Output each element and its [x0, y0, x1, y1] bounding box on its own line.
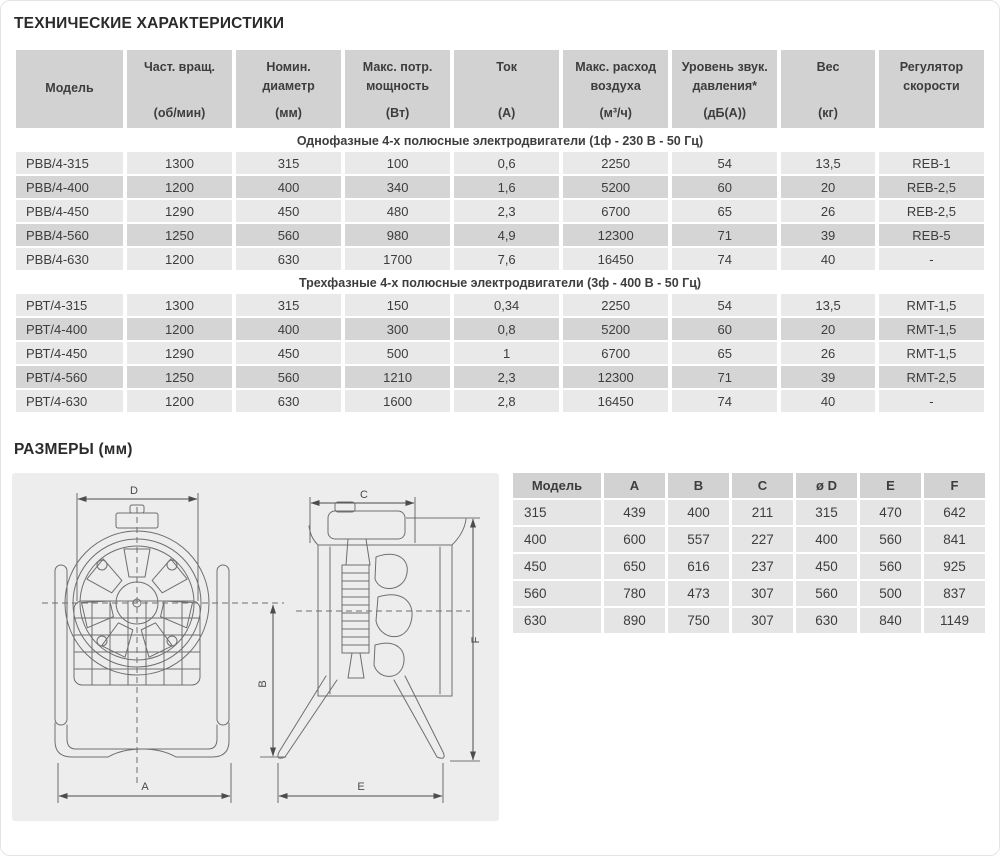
header-title: Номин. диаметр — [262, 60, 315, 93]
fan-technical-drawing — [12, 473, 499, 821]
header-title: Част. вращ. — [144, 60, 215, 74]
value-cell: 1300 — [127, 294, 232, 316]
value-cell: 630 — [236, 390, 341, 412]
table-row — [513, 527, 985, 552]
header-text — [781, 50, 875, 128]
model-cell: 315 — [513, 500, 601, 525]
value-cell: 26 — [781, 200, 875, 222]
header-title: Макс. потр. мощность — [362, 60, 433, 93]
dim-label-e: E — [357, 781, 365, 793]
header-unit: (Вт) — [385, 105, 410, 120]
value-cell: REB-5 — [879, 224, 984, 246]
value-cell: 40 — [781, 248, 875, 270]
value-cell: 71 — [672, 224, 777, 246]
value-cell: 500 — [345, 342, 450, 364]
model-cell: РВТ/4-315 — [16, 294, 123, 316]
value-cell: 980 — [345, 224, 450, 246]
value-cell: 1600 — [345, 390, 450, 412]
dimensions-col-header: Модель — [513, 473, 601, 498]
table-row — [513, 500, 985, 525]
specs-col-header — [127, 50, 232, 128]
value-cell: 1290 — [127, 200, 232, 222]
specs-col-header — [563, 50, 668, 128]
header-unit: (мм) — [275, 105, 302, 120]
model-cell: РВТ/4-400 — [16, 318, 123, 340]
specs-table — [12, 48, 988, 414]
value-cell: 400 — [796, 527, 857, 552]
header-unit: (кг) — [818, 105, 838, 120]
value-cell: 0,8 — [454, 318, 559, 340]
value-cell: 2,3 — [454, 200, 559, 222]
stand-side — [278, 676, 444, 758]
table-row — [16, 152, 984, 174]
table-row — [513, 581, 985, 606]
value-cell: 237 — [732, 554, 793, 579]
header-title: Ток — [496, 60, 517, 74]
value-cell: 600 — [604, 527, 665, 552]
value-cell: 1250 — [127, 224, 232, 246]
table-row — [16, 294, 984, 316]
table-row — [513, 608, 985, 633]
model-cell: 560 — [513, 581, 601, 606]
fan-front-view — [12, 473, 286, 803]
value-cell: 20 — [781, 176, 875, 198]
header-unit: (А) — [497, 105, 516, 120]
value-cell: 5200 — [563, 318, 668, 340]
value-cell: 227 — [732, 527, 793, 552]
value-cell: - — [879, 390, 984, 412]
value-cell: RMT-1,5 — [879, 342, 984, 364]
dimensions-header-row — [513, 473, 985, 498]
value-cell: 315 — [236, 294, 341, 316]
fan-side-view — [278, 489, 482, 803]
value-cell: 840 — [860, 608, 921, 633]
dimensions-col-header: A — [604, 473, 665, 498]
fan-blades-side — [374, 554, 412, 676]
header-text — [454, 50, 559, 128]
header-text — [879, 50, 984, 128]
header-title: Модель — [45, 81, 94, 96]
fan-blades-front — [12, 473, 193, 657]
motor-side — [342, 539, 370, 678]
model-cell: РВТ/4-450 — [16, 342, 123, 364]
value-cell: 560 — [860, 554, 921, 579]
value-cell: 12300 — [563, 224, 668, 246]
value-cell: 890 — [604, 608, 665, 633]
value-cell: 500 — [860, 581, 921, 606]
value-cell: 557 — [668, 527, 729, 552]
model-cell: 450 — [513, 554, 601, 579]
dim-label-d: D — [130, 485, 138, 497]
table-row — [16, 366, 984, 388]
value-cell: 1,6 — [454, 176, 559, 198]
model-cell: РВВ/4-315 — [16, 152, 123, 174]
value-cell: 300 — [345, 318, 450, 340]
dimensions-table-body — [513, 500, 985, 633]
value-cell: 307 — [732, 608, 793, 633]
value-cell: 13,5 — [781, 152, 875, 174]
value-cell: RMT-1,5 — [879, 294, 984, 316]
header-unit: (дБ(А)) — [703, 105, 747, 120]
value-cell: REB-2,5 — [879, 200, 984, 222]
value-cell: 473 — [668, 581, 729, 606]
value-cell: 6700 — [563, 200, 668, 222]
header-title: Уровень звук. давления* — [681, 60, 768, 93]
value-cell: 16450 — [563, 390, 668, 412]
table-row — [16, 318, 984, 340]
value-cell: 12300 — [563, 366, 668, 388]
value-cell: 841 — [924, 527, 985, 552]
value-cell: 2,3 — [454, 366, 559, 388]
page-title: ТЕХНИЧЕСКИЕ ХАРАКТЕРИСТИКИ — [14, 15, 285, 32]
value-cell: 1290 — [127, 342, 232, 364]
header-unit: (об/мин) — [153, 105, 206, 120]
value-cell: 100 — [345, 152, 450, 174]
value-cell: 340 — [345, 176, 450, 198]
header-text — [236, 50, 341, 128]
model-cell: РВТ/4-560 — [16, 366, 123, 388]
dimensions-section — [12, 473, 988, 821]
value-cell: 750 — [668, 608, 729, 633]
value-cell: RMT-2,5 — [879, 366, 984, 388]
value-cell: 74 — [672, 248, 777, 270]
value-cell: 1700 — [345, 248, 450, 270]
value-cell: 0,6 — [454, 152, 559, 174]
dimensions-table — [510, 471, 988, 635]
value-cell: 211 — [732, 500, 793, 525]
value-cell: 16450 — [563, 248, 668, 270]
value-cell: 5200 — [563, 176, 668, 198]
drawing-canvas — [12, 473, 499, 821]
value-cell: 60 — [672, 176, 777, 198]
table-row — [513, 554, 985, 579]
model-cell: 400 — [513, 527, 601, 552]
value-cell: 2250 — [563, 152, 668, 174]
value-cell: 450 — [236, 200, 341, 222]
value-cell: 780 — [604, 581, 665, 606]
value-cell: 71 — [672, 366, 777, 388]
value-cell: 630 — [796, 608, 857, 633]
specs-col-header — [16, 50, 123, 128]
value-cell: - — [879, 248, 984, 270]
dimensions-title: РАЗМЕРЫ (мм) — [14, 441, 133, 458]
value-cell: 630 — [236, 248, 341, 270]
specs-col-header — [879, 50, 984, 128]
value-cell: 39 — [781, 366, 875, 388]
model-cell: РВВ/4-560 — [16, 224, 123, 246]
group-title: Однофазные 4-х полюсные электродвигатели (1ф - 230 В - 50 Гц) — [16, 130, 984, 150]
model-cell: РВТ/4-630 — [16, 390, 123, 412]
value-cell: 400 — [668, 500, 729, 525]
value-cell: 6700 — [563, 342, 668, 364]
value-cell: 54 — [672, 294, 777, 316]
value-cell: 150 — [345, 294, 450, 316]
dim-label-a: A — [141, 781, 149, 793]
value-cell: 65 — [672, 342, 777, 364]
dimensions-col-header: E — [860, 473, 921, 498]
header-text — [672, 50, 777, 128]
specs-col-header — [781, 50, 875, 128]
value-cell: 2,8 — [454, 390, 559, 412]
value-cell: 925 — [924, 554, 985, 579]
value-cell: 400 — [236, 318, 341, 340]
value-cell: 439 — [604, 500, 665, 525]
value-cell: 2250 — [563, 294, 668, 316]
table-row — [16, 342, 984, 364]
specs-header-row — [16, 50, 984, 128]
value-cell: 450 — [796, 554, 857, 579]
value-cell: 26 — [781, 342, 875, 364]
value-cell: 1200 — [127, 248, 232, 270]
model-cell: РВВ/4-450 — [16, 200, 123, 222]
table-row — [16, 390, 984, 412]
value-cell: 13,5 — [781, 294, 875, 316]
table-row — [16, 248, 984, 270]
value-cell: 400 — [236, 176, 341, 198]
value-cell: 40 — [781, 390, 875, 412]
value-cell: 20 — [781, 318, 875, 340]
model-cell: РВВ/4-400 — [16, 176, 123, 198]
value-cell: 54 — [672, 152, 777, 174]
dimensions-col-header: B — [668, 473, 729, 498]
value-cell: 1 — [454, 342, 559, 364]
value-cell: 470 — [860, 500, 921, 525]
value-cell: 1210 — [345, 366, 450, 388]
value-cell: 450 — [236, 342, 341, 364]
header-text — [345, 50, 450, 128]
dimensions-table-head — [513, 473, 985, 498]
dim-label-c: C — [360, 489, 368, 501]
specs-table-head — [16, 50, 984, 128]
model-cell: 630 — [513, 608, 601, 633]
group-title: Трехфазные 4-х полюсные электродвигатели (3ф - 400 В - 50 Гц) — [16, 272, 984, 292]
header-title: Вес — [816, 60, 840, 74]
header-text — [16, 50, 123, 128]
dimensions-col-header: C — [732, 473, 793, 498]
table-row — [16, 224, 984, 246]
value-cell: 315 — [796, 500, 857, 525]
value-cell: 616 — [668, 554, 729, 579]
value-cell: RMT-1,5 — [879, 318, 984, 340]
specs-col-header — [454, 50, 559, 128]
value-cell: 39 — [781, 224, 875, 246]
value-cell: 480 — [345, 200, 450, 222]
header-title: Регулятор скорости — [899, 60, 964, 93]
value-cell: 560 — [236, 224, 341, 246]
value-cell: 642 — [924, 500, 985, 525]
specs-table-body — [16, 130, 984, 412]
dim-label-b: B — [257, 680, 269, 688]
group-header-row — [16, 272, 984, 292]
dimensions-col-header: F — [924, 473, 985, 498]
value-cell: 650 — [604, 554, 665, 579]
specs-col-header — [236, 50, 341, 128]
value-cell: 560 — [796, 581, 857, 606]
model-cell: РВВ/4-630 — [16, 248, 123, 270]
group-header-row — [16, 130, 984, 150]
value-cell: 560 — [860, 527, 921, 552]
header-title: Макс. расход воздуха — [575, 60, 657, 93]
value-cell: REB-2,5 — [879, 176, 984, 198]
value-cell: 560 — [236, 366, 341, 388]
value-cell: 65 — [672, 200, 777, 222]
table-row — [16, 200, 984, 222]
value-cell: 1250 — [127, 366, 232, 388]
dim-label-f: F — [470, 636, 482, 644]
value-cell: 0,34 — [454, 294, 559, 316]
value-cell: 307 — [732, 581, 793, 606]
specs-col-header — [672, 50, 777, 128]
value-cell: 60 — [672, 318, 777, 340]
value-cell: 1300 — [127, 152, 232, 174]
value-cell: 4,9 — [454, 224, 559, 246]
header-text — [127, 50, 232, 128]
value-cell: 74 — [672, 390, 777, 412]
specs-col-header — [345, 50, 450, 128]
value-cell: 1200 — [127, 390, 232, 412]
table-row — [16, 176, 984, 198]
value-cell: 837 — [924, 581, 985, 606]
header-unit: (м³/ч) — [599, 105, 632, 120]
value-cell: 1200 — [127, 176, 232, 198]
value-cell: 315 — [236, 152, 341, 174]
value-cell: 7,6 — [454, 248, 559, 270]
dimensions-col-header: ø D — [796, 473, 857, 498]
value-cell: REB-1 — [879, 152, 984, 174]
value-cell: 1149 — [924, 608, 985, 633]
value-cell: 1200 — [127, 318, 232, 340]
header-text — [563, 50, 668, 128]
